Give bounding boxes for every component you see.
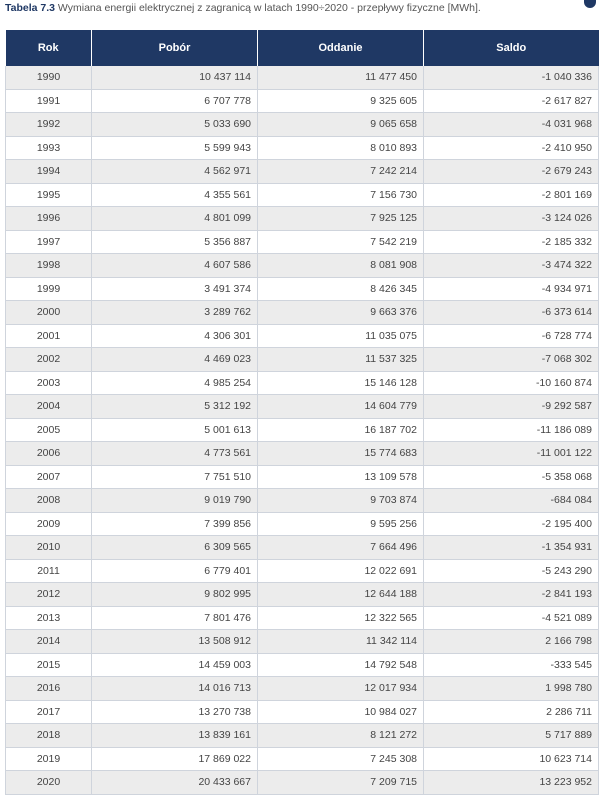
table-caption bbox=[5, 2, 481, 15]
oddanie-cell: 7 242 214 bbox=[258, 160, 424, 184]
year-cell: 2004 bbox=[6, 395, 92, 419]
oddanie-cell: 11 477 450 bbox=[258, 66, 424, 89]
table-row bbox=[6, 630, 599, 654]
year-cell: 1993 bbox=[6, 136, 92, 160]
year-cell: 2016 bbox=[6, 677, 92, 701]
year-cell: 2001 bbox=[6, 324, 92, 348]
pobor-cell: 5 001 613 bbox=[92, 418, 258, 442]
oddanie-cell: 9 703 874 bbox=[258, 489, 424, 513]
oddanie-cell: 14 792 548 bbox=[258, 653, 424, 677]
saldo-cell: 1 998 780 bbox=[424, 677, 599, 701]
saldo-cell: -5 243 290 bbox=[424, 559, 599, 583]
pobor-cell: 7 751 510 bbox=[92, 465, 258, 489]
table-row bbox=[6, 183, 599, 207]
saldo-cell: -11 186 089 bbox=[424, 418, 599, 442]
table-row bbox=[6, 66, 599, 89]
table-header bbox=[6, 30, 599, 66]
pobor-cell: 6 779 401 bbox=[92, 559, 258, 583]
table-body bbox=[6, 66, 599, 794]
pobor-cell: 3 491 374 bbox=[92, 277, 258, 301]
year-cell: 2009 bbox=[6, 512, 92, 536]
oddanie-cell: 7 209 715 bbox=[258, 771, 424, 795]
oddanie-cell: 7 156 730 bbox=[258, 183, 424, 207]
table-row bbox=[6, 559, 599, 583]
table-row bbox=[6, 89, 599, 113]
table-row bbox=[6, 277, 599, 301]
pobor-cell: 9 019 790 bbox=[92, 489, 258, 513]
table-row bbox=[6, 771, 599, 795]
caption-text: Wymiana energii elektrycznej z zagranicą w latach 1990÷2020 - przepływy fizyczne [MWh]. bbox=[55, 2, 481, 14]
saldo-cell: -10 160 874 bbox=[424, 371, 599, 395]
year-cell: 2002 bbox=[6, 348, 92, 372]
pobor-cell: 3 289 762 bbox=[92, 301, 258, 325]
year-cell: 2015 bbox=[6, 653, 92, 677]
oddanie-cell: 8 010 893 bbox=[258, 136, 424, 160]
oddanie-cell: 13 109 578 bbox=[258, 465, 424, 489]
oddanie-cell: 11 035 075 bbox=[258, 324, 424, 348]
table-row bbox=[6, 136, 599, 160]
pobor-cell: 10 437 114 bbox=[92, 66, 258, 89]
table-row bbox=[6, 489, 599, 513]
saldo-cell: -2 841 193 bbox=[424, 583, 599, 607]
oddanie-cell: 14 604 779 bbox=[258, 395, 424, 419]
saldo-cell: -2 195 400 bbox=[424, 512, 599, 536]
saldo-cell: -684 084 bbox=[424, 489, 599, 513]
table-row bbox=[6, 230, 599, 254]
table-row bbox=[6, 348, 599, 372]
year-cell: 1992 bbox=[6, 113, 92, 137]
pobor-cell: 4 562 971 bbox=[92, 160, 258, 184]
oddanie-cell: 7 542 219 bbox=[258, 230, 424, 254]
year-cell: 1994 bbox=[6, 160, 92, 184]
column-header-saldo: Saldo bbox=[424, 30, 599, 66]
table-row bbox=[6, 747, 599, 771]
pobor-cell: 5 033 690 bbox=[92, 113, 258, 137]
table-row bbox=[6, 371, 599, 395]
pobor-cell: 6 707 778 bbox=[92, 89, 258, 113]
oddanie-cell: 9 595 256 bbox=[258, 512, 424, 536]
oddanie-cell: 12 017 934 bbox=[258, 677, 424, 701]
saldo-cell: -4 031 968 bbox=[424, 113, 599, 137]
year-cell: 1998 bbox=[6, 254, 92, 278]
table-row bbox=[6, 418, 599, 442]
saldo-cell: -5 358 068 bbox=[424, 465, 599, 489]
oddanie-cell: 12 644 188 bbox=[258, 583, 424, 607]
pobor-cell: 4 355 561 bbox=[92, 183, 258, 207]
oddanie-cell: 9 663 376 bbox=[258, 301, 424, 325]
pobor-cell: 4 607 586 bbox=[92, 254, 258, 278]
oddanie-cell: 9 065 658 bbox=[258, 113, 424, 137]
table-row bbox=[6, 583, 599, 607]
year-cell: 2018 bbox=[6, 724, 92, 748]
pobor-cell: 13 270 738 bbox=[92, 700, 258, 724]
oddanie-cell: 15 146 128 bbox=[258, 371, 424, 395]
oddanie-cell: 11 342 114 bbox=[258, 630, 424, 654]
pobor-cell: 13 508 912 bbox=[92, 630, 258, 654]
saldo-cell: -2 410 950 bbox=[424, 136, 599, 160]
year-cell: 2017 bbox=[6, 700, 92, 724]
year-cell: 1997 bbox=[6, 230, 92, 254]
pobor-cell: 4 469 023 bbox=[92, 348, 258, 372]
saldo-cell: -6 373 614 bbox=[424, 301, 599, 325]
saldo-cell: -4 934 971 bbox=[424, 277, 599, 301]
table-row bbox=[6, 700, 599, 724]
oddanie-cell: 8 121 272 bbox=[258, 724, 424, 748]
saldo-cell: -333 545 bbox=[424, 653, 599, 677]
year-cell: 2005 bbox=[6, 418, 92, 442]
table-row bbox=[6, 653, 599, 677]
saldo-cell: -11 001 122 bbox=[424, 442, 599, 466]
saldo-cell: 10 623 714 bbox=[424, 747, 599, 771]
table-row bbox=[6, 207, 599, 231]
oddanie-cell: 12 022 691 bbox=[258, 559, 424, 583]
energy-exchange-table bbox=[5, 30, 599, 795]
pobor-cell: 5 356 887 bbox=[92, 230, 258, 254]
pobor-cell: 6 309 565 bbox=[92, 536, 258, 560]
table-row bbox=[6, 606, 599, 630]
pobor-cell: 14 459 003 bbox=[92, 653, 258, 677]
saldo-cell: 2 286 711 bbox=[424, 700, 599, 724]
year-cell: 2019 bbox=[6, 747, 92, 771]
saldo-cell: 2 166 798 bbox=[424, 630, 599, 654]
year-cell: 1995 bbox=[6, 183, 92, 207]
table-row bbox=[6, 536, 599, 560]
oddanie-cell: 11 537 325 bbox=[258, 348, 424, 372]
table-row bbox=[6, 160, 599, 184]
table-row bbox=[6, 724, 599, 748]
saldo-cell: 5 717 889 bbox=[424, 724, 599, 748]
table-row bbox=[6, 442, 599, 466]
year-cell: 2008 bbox=[6, 489, 92, 513]
pobor-cell: 5 312 192 bbox=[92, 395, 258, 419]
corner-tab-decoration bbox=[584, 0, 596, 8]
saldo-cell: -1 354 931 bbox=[424, 536, 599, 560]
oddanie-cell: 7 664 496 bbox=[258, 536, 424, 560]
oddanie-cell: 8 426 345 bbox=[258, 277, 424, 301]
pobor-cell: 4 985 254 bbox=[92, 371, 258, 395]
pobor-cell: 4 773 561 bbox=[92, 442, 258, 466]
pobor-cell: 17 869 022 bbox=[92, 747, 258, 771]
table-row bbox=[6, 254, 599, 278]
year-cell: 1999 bbox=[6, 277, 92, 301]
oddanie-cell: 7 925 125 bbox=[258, 207, 424, 231]
saldo-cell: 13 223 952 bbox=[424, 771, 599, 795]
pobor-cell: 4 306 301 bbox=[92, 324, 258, 348]
table-row bbox=[6, 324, 599, 348]
saldo-cell: -2 679 243 bbox=[424, 160, 599, 184]
year-cell: 2012 bbox=[6, 583, 92, 607]
table-row bbox=[6, 395, 599, 419]
year-cell: 2014 bbox=[6, 630, 92, 654]
oddanie-cell: 10 984 027 bbox=[258, 700, 424, 724]
year-cell: 1990 bbox=[6, 66, 92, 89]
saldo-cell: -2 185 332 bbox=[424, 230, 599, 254]
year-cell: 2020 bbox=[6, 771, 92, 795]
pobor-cell: 7 399 856 bbox=[92, 512, 258, 536]
oddanie-cell: 16 187 702 bbox=[258, 418, 424, 442]
year-cell: 1996 bbox=[6, 207, 92, 231]
caption-prefix: Tabela 7.3 bbox=[5, 2, 55, 14]
pobor-cell: 14 016 713 bbox=[92, 677, 258, 701]
oddanie-cell: 8 081 908 bbox=[258, 254, 424, 278]
oddanie-cell: 7 245 308 bbox=[258, 747, 424, 771]
year-cell: 1991 bbox=[6, 89, 92, 113]
table-row bbox=[6, 512, 599, 536]
table-row bbox=[6, 113, 599, 137]
pobor-cell: 13 839 161 bbox=[92, 724, 258, 748]
pobor-cell: 4 801 099 bbox=[92, 207, 258, 231]
column-header-pobor: Pobór bbox=[92, 30, 258, 66]
year-cell: 2010 bbox=[6, 536, 92, 560]
pobor-cell: 5 599 943 bbox=[92, 136, 258, 160]
saldo-cell: -1 040 336 bbox=[424, 66, 599, 89]
year-cell: 2000 bbox=[6, 301, 92, 325]
year-cell: 2011 bbox=[6, 559, 92, 583]
table-row bbox=[6, 465, 599, 489]
saldo-cell: -3 474 322 bbox=[424, 254, 599, 278]
pobor-cell: 20 433 667 bbox=[92, 771, 258, 795]
saldo-cell: -2 801 169 bbox=[424, 183, 599, 207]
saldo-cell: -9 292 587 bbox=[424, 395, 599, 419]
year-cell: 2006 bbox=[6, 442, 92, 466]
saldo-cell: -6 728 774 bbox=[424, 324, 599, 348]
saldo-cell: -2 617 827 bbox=[424, 89, 599, 113]
pobor-cell: 9 802 995 bbox=[92, 583, 258, 607]
column-header-rok: Rok bbox=[6, 30, 92, 66]
oddanie-cell: 12 322 565 bbox=[258, 606, 424, 630]
year-cell: 2003 bbox=[6, 371, 92, 395]
saldo-cell: -3 124 026 bbox=[424, 207, 599, 231]
header-row bbox=[6, 30, 599, 66]
table-row bbox=[6, 301, 599, 325]
saldo-cell: -7 068 302 bbox=[424, 348, 599, 372]
oddanie-cell: 9 325 605 bbox=[258, 89, 424, 113]
oddanie-cell: 15 774 683 bbox=[258, 442, 424, 466]
column-header-oddanie: Oddanie bbox=[258, 30, 424, 66]
table-row bbox=[6, 677, 599, 701]
year-cell: 2007 bbox=[6, 465, 92, 489]
saldo-cell: -4 521 089 bbox=[424, 606, 599, 630]
year-cell: 2013 bbox=[6, 606, 92, 630]
pobor-cell: 7 801 476 bbox=[92, 606, 258, 630]
